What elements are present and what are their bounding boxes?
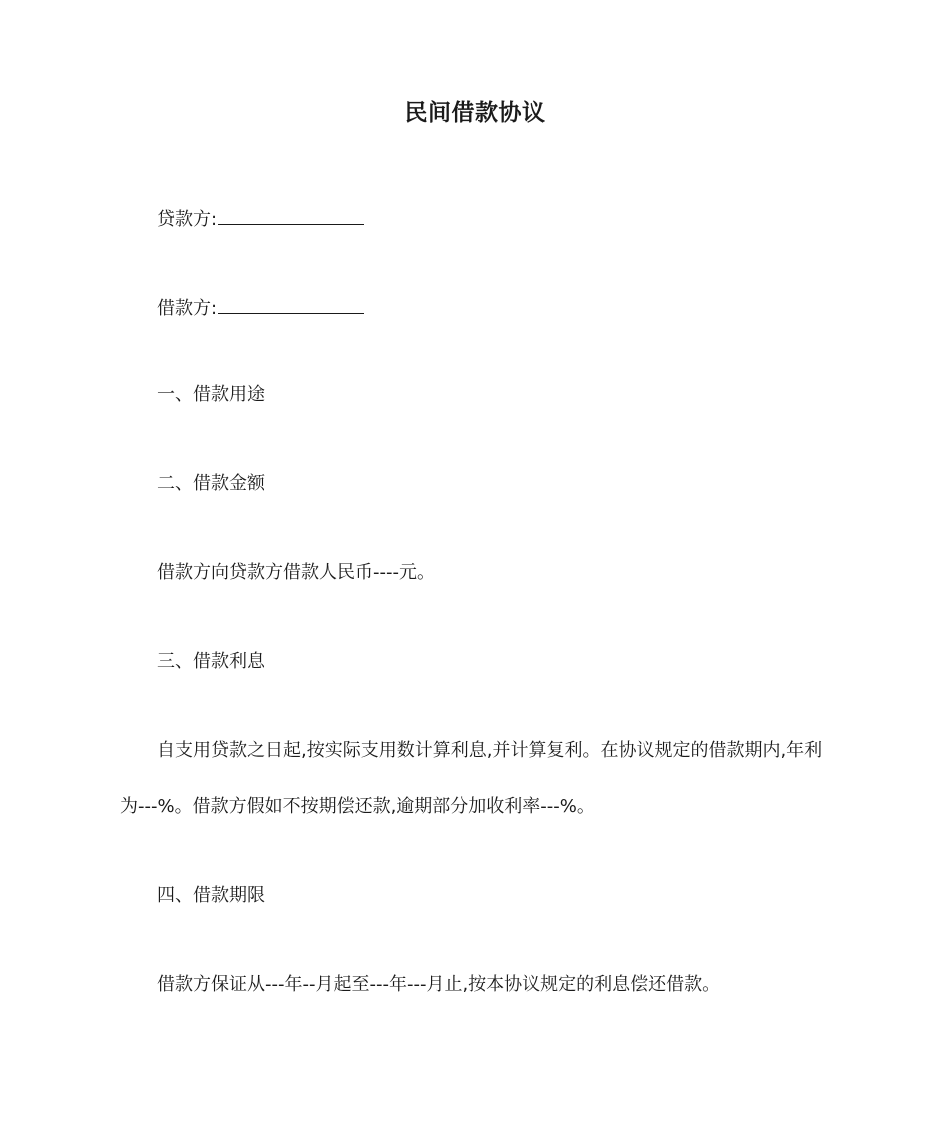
- lender-label: 贷款方:: [157, 209, 218, 230]
- lender-blank-line: [218, 204, 364, 225]
- purpose-heading: 一、借款用途: [157, 384, 265, 405]
- interest-paragraph-line2: 为---%。借款方假如不按期偿还款,逾期部分加收利率---%。: [120, 796, 595, 817]
- borrower-field: [120, 293, 840, 322]
- interest-paragraph-line1: 自支用贷款之日起,按实际支用数计算利息,并计算复利。在协议规定的借款期内,年利: [157, 740, 823, 761]
- term-heading: 四、借款期限: [157, 885, 265, 906]
- amount-paragraph: 借款方向贷款方借款人民币----元。: [157, 562, 435, 583]
- term-paragraph: 借款方保证从---年--月起至---年---月止,按本协议规定的利息偿还借款。: [157, 974, 721, 995]
- borrower-blank-line: [218, 293, 364, 314]
- amount-heading: 二、借款金额: [157, 473, 265, 494]
- document-title: 民间借款协议: [404, 100, 546, 126]
- interest-heading: 三、借款利息: [157, 651, 265, 672]
- borrower-label: 借款方:: [157, 298, 218, 319]
- lender-field: [120, 204, 840, 233]
